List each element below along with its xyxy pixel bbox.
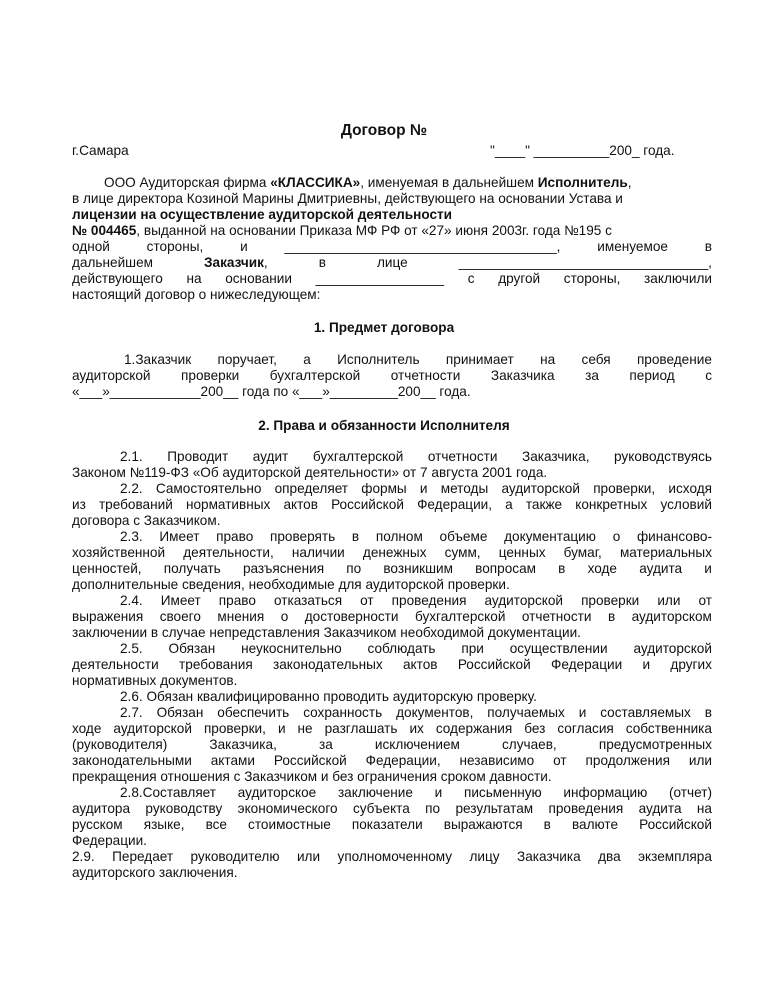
preamble-line-3 [72,207,712,223]
word: право [218,593,256,608]
word: разъяснения [242,561,325,576]
word: методы [440,481,489,496]
word: законодательными [72,753,192,768]
word: (руководителя) [72,737,168,752]
preamble-line-1: ООО Аудиторская фирма «КЛАССИКА», именуемая в дальнейшем Исполнитель, [104,175,632,190]
word: возникшим [383,561,453,576]
word: в [704,705,712,720]
word: стоимостные [248,817,331,832]
license-number: № 004465 [72,223,137,238]
word: проверки [581,593,640,608]
clause-2-6: 2.6. Обязан квалифицированно проводить аудиторскую проверку. [120,689,537,704]
word: условий [660,497,712,512]
word: денежных [362,545,427,560]
clause-2-1: 2.1. Проводит аудит бухгалтерской отчетности Заказчика, руководствуясь Законом №119-ФЗ «Об аудиторской деятельности» от 7 августа 2001 года. [72,449,712,480]
word: или [296,849,321,864]
word: по [346,561,362,576]
word: субъекта [352,801,410,816]
word: языке, [143,817,185,832]
section-1-line-3: «___»____________200__ года по «___»_________200__ года. [72,384,471,399]
word: продолжения [585,753,670,768]
word: уполномоченному [337,849,453,864]
word: Российской [457,657,531,672]
word: отчетности [521,609,592,624]
word: Заказчика, [209,737,277,752]
word: других [670,657,712,672]
word: аудита [639,561,683,576]
word: Самостоятельно [155,481,262,496]
word: два [598,849,621,864]
word: за [318,737,333,752]
word: Имеет [159,529,200,544]
word: конкретных [575,497,648,512]
word: Российской [639,817,712,832]
word: 2.5. [120,641,143,656]
word: Обязан [168,641,216,656]
preamble [72,175,712,303]
preamble-line-7: действующего на основании _________________ с другой стороны, заключили [72,271,712,286]
word: руководствуясь [614,449,712,464]
word: 2.4. [120,593,143,608]
word: аудиторской [501,481,580,496]
word: выражения [72,609,144,624]
word: Федерации, [417,497,493,512]
word: аудиторской [113,721,192,736]
preamble-line-4: № 004465, выданной на основании Приказа МФ РФ от «27» июня 2003г. года №195 с [72,223,612,238]
word: письменную [463,785,542,800]
preamble-text: ООО Аудиторская фирма [104,175,271,190]
preamble-line-6: дальнейшем Заказчик, в лице _________________________________, [72,255,712,270]
license-text: лицензии на осуществление аудиторской деятельности [72,207,453,222]
section-2-title: 2. Права и обязанности Исполнителя [258,418,510,433]
word: соблюдать [367,641,436,656]
word: ценных [498,545,546,560]
word: результатам [455,801,534,816]
word: и [434,785,443,800]
word: не [297,721,313,736]
word: бухгалтерской [414,609,506,624]
word: экономического [237,801,338,816]
word: полном [375,529,423,544]
word: сумм, [444,545,481,560]
date-line: "____" __________200_ года. [490,143,675,158]
word: составляемых [600,705,691,720]
word: в [607,609,616,624]
word: заключение [337,785,413,800]
word: аудиторском [631,609,712,624]
word: Заказчика, [522,449,590,464]
clause-2-3: 2.3. Имеет право проверять в полном объеме документацию о финансово- хозяйственной деятельности, наличии денежных сумм, ценных бумаг, материальных ценностей, получать разъяснения по возникшим вопросам в ходе аудита и дополнительные сведения, необходимые для аудиторской проверки. [72,529,712,592]
preamble-line-8: настоящий договор о нижеследующем: [72,287,321,302]
word: русском [72,817,123,832]
word: показатели [351,817,423,832]
word: 2.3. [120,529,143,544]
word: валюте [571,817,619,832]
word: отказаться [273,593,343,608]
word: разглашать [324,721,398,736]
word: деятельности [72,657,159,672]
word: содержания [435,721,513,736]
word: аудитора [72,801,131,816]
word: проверки, [203,721,266,736]
word: Федерации [551,657,623,672]
word: мнения [217,609,265,624]
word: аудиторской [484,593,564,608]
word: достоверности [304,609,399,624]
word: определяет [274,481,349,496]
word: в [558,561,566,576]
word: получаемых [487,705,565,720]
word: ходе [587,561,617,576]
city-label: г.Самара [72,143,129,158]
word: и [277,721,286,736]
word: ходе [72,721,102,736]
word: исключением [374,737,460,752]
word: ценностей, [72,561,142,576]
word: проведения [548,801,624,816]
word: своего [159,609,201,624]
section-1-body [72,352,712,400]
word: Российской [273,753,347,768]
word: руководителю [190,849,280,864]
word: требований [98,497,173,512]
word: аудиторской [633,641,712,656]
word: Федерации, [365,753,441,768]
word: все [205,817,227,832]
clause-2-2: 2.2. Самостоятельно определяет формы и методы аудиторской проверки, исходя из требований нормативных актов Российской Федерации, а также конкретных условий договора с Заказчиком. [72,481,712,528]
word: 2.1. [120,449,143,464]
clause-2-5: 2.5. Обязан неукоснительно соблюдать при осуществлении аудиторской деятельности требования законодательных актов Российской Федерации и других нормативных документов. [72,641,712,688]
word: Передает [112,849,174,864]
word: экземпляра [638,849,712,864]
word: и [578,705,587,720]
word: при [461,641,484,656]
word: документацию [504,529,596,544]
word: документов, [396,705,474,720]
word: 2.9. [72,849,95,864]
word: выражаются [443,817,523,832]
word: случаев, [501,737,557,752]
word: по [425,801,441,816]
word: информацию [563,785,648,800]
word: проверять [269,529,336,544]
clause-2-7: 2.7. Обязан обеспечить сохранность документов, получаемых и составляемых в ходе аудиторской проверки, и не разглашать их содержания без согласия собственника (руководителя) Заказчика, за исключением случаев, предусмотренных законодательными актами Российской Федерации, независимо от продолжения или прекращения отношения с Заказчиком и без ограничения сроком давности. [72,705,712,784]
word: от [698,593,712,608]
word: или [688,753,712,768]
word: актов [283,497,318,512]
word: актами [210,753,255,768]
word: бумаг, [563,545,602,560]
word: исходя [668,481,712,496]
word: их [409,721,424,736]
word: (отчет) [669,785,712,800]
word: и [642,657,651,672]
word: проверки, [593,481,656,496]
word: лицу [469,849,500,864]
executor-term: Исполнитель [537,175,628,190]
word: материальных [619,545,712,560]
preamble-line-2: в лице директора Козиной Марины Дмитриевны, действующего на основании Устава и [72,191,623,206]
word: Заказчика [517,849,581,864]
word: осуществлении [509,641,608,656]
word: Проводит [167,449,229,464]
word: объеме [439,529,488,544]
document-title: Договор № [340,122,428,139]
word: обеспечить [217,705,290,720]
section-1-line-2: аудиторской проверки бухгалтерской отчетности Заказчика за период с [72,368,712,383]
word: неукоснительно [241,641,342,656]
word: согласия [557,721,614,736]
word: или [657,593,681,608]
word: Имеет [160,593,201,608]
word: а [505,497,513,512]
word: отчетности [427,449,498,464]
word: независимо [459,753,535,768]
customer-term: Заказчик [204,255,264,270]
word: без [524,721,546,736]
preamble-text: , именуемая в дальнейшем [360,175,538,190]
word: на [696,801,712,816]
word: 2.7. [120,705,143,720]
clause-2-8: 2.8.Составляет аудиторское заключение и письменную информацию (отчет) аудитора руководству экономического субъекта по результатам проведения аудита на русском языке, все стоимостные показатели выражаются в валюте Российской Федерации. [72,785,712,848]
word: законодательных [273,657,383,672]
word: 2.8.Составляет [120,785,217,800]
word: о [612,529,621,544]
word: о [280,609,289,624]
word: и [704,561,712,576]
word: аудита [638,801,682,816]
word: от [553,753,567,768]
firm-name: «КЛАССИКА» [270,175,361,190]
word: сохранность [303,705,383,720]
word: финансово- [636,529,712,544]
word: Российской [331,497,404,512]
word: 2.2. [120,481,143,496]
word: руководству [145,801,223,816]
word: вопросам [475,561,536,576]
section-2-body [72,449,712,881]
word: из [72,497,86,512]
word: в [543,817,551,832]
word: проведения [391,593,467,608]
section-1-line-1: 1.Заказчик поручает, а Исполнитель принимает на себя проведение [124,352,712,367]
word: также [525,497,563,512]
word: и [419,481,428,496]
word: требования [179,657,253,672]
word: Обязан [156,705,204,720]
word: деятельности, [183,545,274,560]
word: актов [403,657,438,672]
word: нормативных [185,497,271,512]
word: от [360,593,374,608]
word: право [216,529,254,544]
word: бухгалтерской [312,449,404,464]
word: предусмотренных [598,737,712,752]
word: собственника [625,721,712,736]
word: аудит [252,449,289,464]
clause-2-4: 2.4. Имеет право отказаться от проведения аудиторской проверки или от выражения своего мнения о достоверности бухгалтерской отчетности в аудиторском заключении в случае непредставления Заказчиком необходимой документации. [72,593,712,640]
section-1-title: 1. Предмет договора [313,320,455,335]
word: аудиторское [237,785,317,800]
word: наличии [291,545,345,560]
word: в [351,529,360,544]
clause-2-9: 2.9. Передает руководителю или уполномоченному лицу Заказчика два экземпляра аудиторского заключения. [72,849,712,880]
word: получать [163,561,221,576]
word: формы [361,481,407,496]
preamble-line-5: одной стороны, и ____________________________________, именуемое в [72,239,712,254]
word: хозяйственной [72,545,166,560]
